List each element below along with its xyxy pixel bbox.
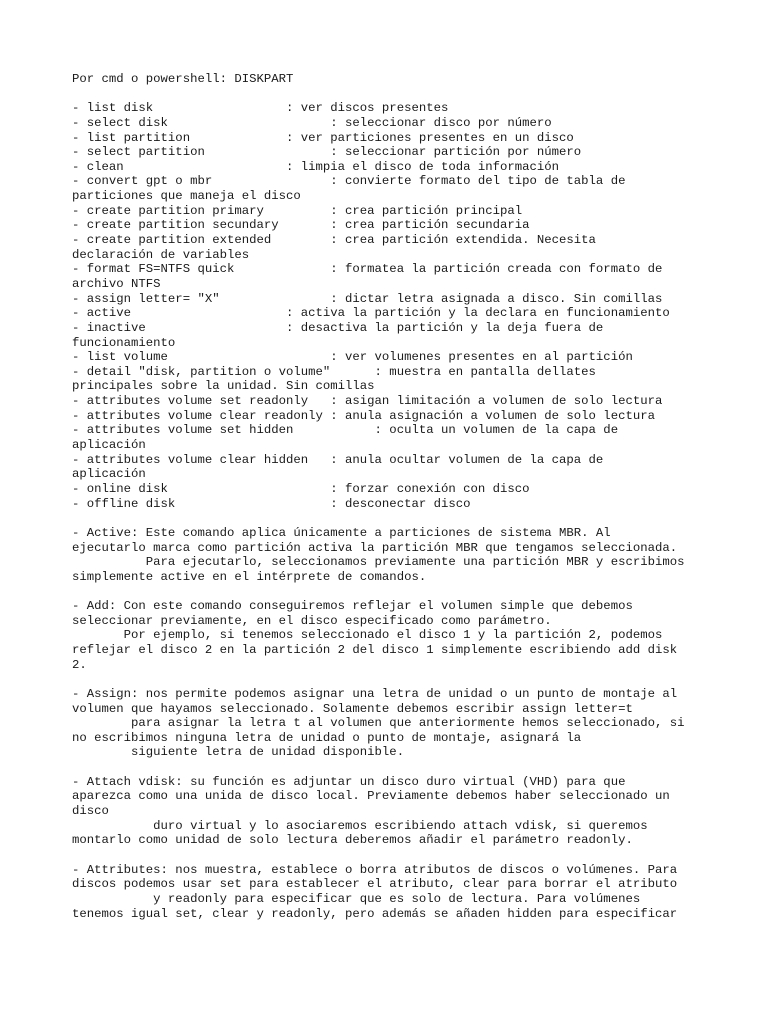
command-list bbox=[72, 101, 722, 511]
paragraph-line: tenemos igual set, clear y readonly, pero además se añaden hidden para especificar bbox=[72, 906, 678, 921]
paragraph-line: - Add: Con este comando conseguiremos reflejar el volumen simple que debemos bbox=[72, 599, 633, 614]
command-line: principales sobre la unidad. Sin comillas bbox=[72, 379, 375, 394]
paragraph-line: reflejar el disco 2 en la partición 2 del disco 1 simplemente escribiendo add disk bbox=[72, 642, 678, 657]
spacer bbox=[72, 848, 722, 863]
paragraph-line: Por ejemplo, si tenemos seleccionado el disco 1 y la partición 2, podemos bbox=[72, 628, 663, 643]
command-line: - offline disk : desconectar disco bbox=[72, 496, 471, 511]
command-line: declaración de variables bbox=[72, 247, 250, 262]
command-line: - attributes volume clear readonly : anula asignación a volumen de solo lectura bbox=[72, 408, 655, 423]
paragraph-line: - Attributes: nos muestra, establece o borra atributos de discos o volúmenes. Para bbox=[72, 862, 678, 877]
paragraph-assign bbox=[72, 687, 722, 760]
command-line: - attributes volume clear hidden : anula ocultar volumen de la capa de bbox=[72, 452, 604, 467]
paragraph-line: - Assign: nos permite podemos asignar una letra de unidad o un punto de montaje al bbox=[72, 686, 678, 701]
paragraph-attach-vdisk bbox=[72, 775, 722, 848]
command-line: - active : activa la partición y la declara en funcionamiento bbox=[72, 306, 670, 321]
command-line: - format FS=NTFS quick : formatea la partición creada con formato de bbox=[72, 262, 663, 277]
paragraph-line: Para ejecutarlo, seleccionamos previamente una partición MBR y escribimos bbox=[72, 555, 685, 570]
paragraph-line: aparezca como una unida de disco local. Previamente debemos haber seleccionado un bbox=[72, 789, 670, 804]
command-line: - attributes volume set readonly : asigan limitación a volumen de solo lectura bbox=[72, 394, 663, 409]
command-line: - select disk : seleccionar disco por número bbox=[72, 115, 552, 130]
command-line: particiones que maneja el disco bbox=[72, 189, 301, 204]
paragraph-line: duro virtual y lo asociaremos escribiendo attach vdisk, si queremos bbox=[72, 818, 648, 833]
command-line: - assign letter= "X" : dictar letra asignada a disco. Sin comillas bbox=[72, 291, 663, 306]
spacer bbox=[72, 511, 722, 526]
paragraph-line: siguiente letra de unidad disponible. bbox=[72, 745, 405, 760]
paragraph-line: montarlo como unidad de solo lectura deberemos añadir el parámetro readonly. bbox=[72, 833, 633, 848]
paragraph-line: 2. bbox=[72, 657, 87, 672]
command-line: - online disk : forzar conexión con disco bbox=[72, 481, 530, 496]
command-line: aplicación bbox=[72, 467, 146, 482]
paragraph-line: ejecutarlo marca como partición activa la partición MBR que tengamos seleccionada. bbox=[72, 540, 678, 555]
paragraph-line: simplemente active en el intérprete de comandos. bbox=[72, 569, 427, 584]
paragraph-line: disco bbox=[72, 804, 109, 819]
document-page bbox=[72, 72, 722, 921]
paragraph-line: seleccionar previamente, en el disco especificado como parámetro. bbox=[72, 613, 552, 628]
paragraph-line: - Active: Este comando aplica únicamente a particiones de sistema MBR. Al bbox=[72, 525, 611, 540]
paragraph-line: para asignar la letra t al volumen que anteriormente hemos seleccionado, si bbox=[72, 716, 685, 731]
command-line: funcionamiento bbox=[72, 335, 176, 350]
command-line: - create partition extended : crea partición extendida. Necesita bbox=[72, 233, 596, 248]
command-line: - list partition : ver particiones presentes en un disco bbox=[72, 130, 574, 145]
command-line: - convert gpt o mbr : convierte formato del tipo de tabla de bbox=[72, 174, 626, 189]
paragraph-add bbox=[72, 599, 722, 672]
paragraph-line: volumen que hayamos seleccionado. Solamente debemos escribir assign letter=t bbox=[72, 701, 633, 716]
paragraph-line: discos podemos usar set para establecer el atributo, clear para borrar el atributo bbox=[72, 877, 678, 892]
command-line: - list disk : ver discos presentes bbox=[72, 101, 449, 116]
paragraph-active bbox=[72, 526, 722, 585]
command-line: - detail "disk, partition o volume" : muestra en pantalla dellates bbox=[72, 364, 596, 379]
command-line: archivo NTFS bbox=[72, 276, 161, 291]
command-line: - create partition secundary : crea partición secundaria bbox=[72, 218, 530, 233]
command-line: - select partition : seleccionar partición por número bbox=[72, 145, 582, 160]
command-line: aplicación bbox=[72, 438, 146, 453]
paragraph-line: no escribimos ninguna letra de unidad o punto de montaje, asignará la bbox=[72, 730, 582, 745]
spacer bbox=[72, 584, 722, 599]
spacer bbox=[72, 672, 722, 687]
command-line: - inactive : desactiva la partición y la deja fuera de bbox=[72, 320, 604, 335]
spacer bbox=[72, 760, 722, 775]
paragraph-line: y readonly para especificar que es solo de lectura. Para volúmenes bbox=[72, 891, 641, 906]
paragraph-line: - Attach vdisk: su función es adjuntar un disco duro virtual (VHD) para que bbox=[72, 774, 626, 789]
command-line: - list volume : ver volumenes presentes en al partición bbox=[72, 350, 633, 365]
command-line: - attributes volume set hidden : oculta un volumen de la capa de bbox=[72, 423, 619, 438]
spacer bbox=[72, 87, 722, 102]
command-line: - create partition primary : crea partición principal bbox=[72, 203, 523, 218]
command-line: - clean : limpia el disco de toda información bbox=[72, 159, 560, 174]
paragraph-attributes bbox=[72, 863, 722, 922]
document-heading: Por cmd o powershell: DISKPART bbox=[72, 72, 294, 86]
